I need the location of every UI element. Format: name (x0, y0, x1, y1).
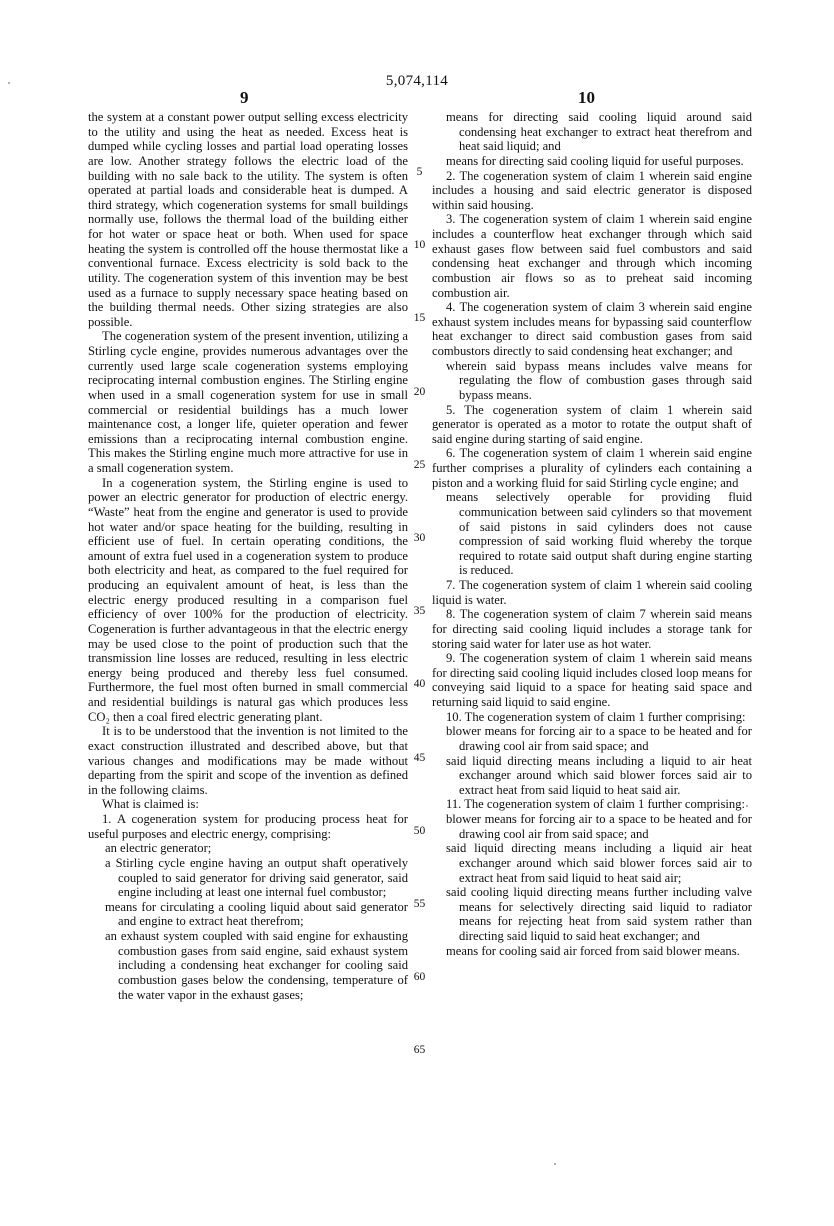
paragraph: means for directing said cooling liquid for useful purposes. (446, 153, 744, 168)
paragraph: means selectively operable for providing fluid communication between said cylinders so that movement of said pistons in said cylinders does not cause compression of said working fluid whereby the torque required to rotate said output shaft during engine starting is reduced. (446, 490, 752, 578)
paragraph: an exhaust system coupled with said engine for exhausting combustion gases from said engine, said exhaust system including a condensing heat exchanger for cooling said combustion gases below the condensing, temperature of the water vapor in the exhaust gases; (105, 929, 408, 1002)
paragraph: 6. The cogeneration system of claim 1 wherein said engine further comprises a plurality of cylinders each containing a piston and a working fluid for said Stirling cycle engine; and (432, 446, 752, 490)
paragraph: 9. The cogeneration system of claim 1 wherein said means for directing said cooling liquid includes closed loop means for conveying said liquid to a space for heating said space and returning said liquid to said engine. (432, 651, 752, 709)
paragraph: means for circulating a cooling liquid about said generator and engine to extract heat therefrom; (105, 899, 408, 929)
paragraph: 8. The cogeneration system of claim 7 wherein said means for directing said cooling liquid includes a storage tank for storing said water for later use as hot water. (432, 607, 752, 651)
line-number: 35 (413, 605, 426, 618)
line-number: 40 (413, 678, 426, 691)
paragraph: means for cooling said air forced from said blower means. (446, 943, 740, 958)
paragraph: 11. The cogeneration system of claim 1 further comprising: (446, 797, 746, 812)
paragraph: means for directing said cooling liquid around said condensing heat exchanger to extract heat therefrom and heat said liquid; and (446, 110, 752, 154)
line-number: 45 (413, 751, 426, 764)
paragraph: In a cogeneration system, the Stirling engine is used to power an electric generator for production of electric energy. “Waste” heat from the engine and generator is used to provide hot water and/or space heating for the building, resulting in efficient use of fuel. In certain operating conditions, the amount of extra fuel used in a cogeneration system to produce both electricity and heat, as compared to the fuel required for producing an equivalent amount of heat, is less than the electric energy produced resulting in a comparison fuel efficiency of over 100% for the production of electricity. Cogeneration is further advantageous in that the electric energy may be used close to the point of production such that the transmission line losses are reduced, resulting in less electric energy being produced and thereby less fuel consumed. Furthermore, the fuel most often burned in small commercial and residential buildings is natural gas which produces less CO₂ then a coal fired electric generating plant. (88, 475, 408, 724)
line-number: 65 (413, 1044, 426, 1057)
line-number: 60 (413, 971, 426, 984)
paragraph: It is to be understood that the invention is not limited to the exact construction illustrated and described above, but that various changes and modifications may be made without departing from the spirit and scope of the invention as defined in the following claims. (88, 724, 408, 797)
paragraph: 7. The cogeneration system of claim 1 wherein said cooling liquid is water. (432, 578, 752, 607)
line-number: 50 (413, 824, 426, 837)
left-page-number: 9 (240, 88, 249, 107)
paragraph: 5. The cogeneration system of claim 1 wherein said generator is operated as a motor to rotate the output shaft of said engine during starting of said engine. (432, 402, 752, 446)
paragraph: blower means for forcing air to a space to be heated and for drawing cool air from said space; and (446, 724, 752, 753)
line-number: 25 (413, 458, 426, 471)
paragraph: The cogeneration system of the present invention, utilizing a Stirling cycle engine, provides numerous advantages over the currently used large scale cogeneration systems employing reciprocating internal combustion engines. The Stirling engine when used in a small cogeneration system for use in small commercial or residential buildings has a much lower maintenance cost, a longer life, quieter operation and fewer emissions than a reciprocating internal combustion engine. This makes the Stirling engine much more attractive for use in a small cogeneration system. (88, 329, 408, 475)
paragraph: a Stirling cycle engine having an output shaft operatively coupled to said generator for driving said generator, said engine including at least one internal fuel combustor; (105, 855, 408, 900)
paragraph: 2. The cogeneration system of claim 1 wherein said engine includes a housing and said electric generator is disposed within said housing. (432, 168, 752, 212)
patent-number: 5,074,114 (385, 73, 449, 89)
paragraph: said cooling liquid directing means further including valve means for selectively directing said liquid to radiator means for rejecting heat from said system rather than directing said liquid to said heat exchanger; and (446, 885, 752, 943)
paragraph: 1. A cogeneration system for producing process heat for useful purposes and electric energy, comprising: (88, 812, 408, 841)
scan-speck (554, 1163, 556, 1165)
paragraph: What is claimed is: (102, 797, 199, 812)
paragraph: the system at a constant power output selling excess electricity to the utility and using the heat as needed. Excess heat is dumped while cycling losses and partial load operating losses are low. Another strategy follows the electric load of the building with no sale back to the utility. The system is often operated at partial loads and considerable heat is dumped. A third strategy, which cogeneration systems for small buildings normally use, follows the thermal load of the building either for hot water or space heat or both. When used for space heating the system is controlled off the house thermostat like a conventional furnace. Excess electricity is sold back to the utility. The cogeneration system of this invention may be best used as a furnace to supply necessary space heating based on the building thermal needs. Other sizing strategies are also possible. (88, 110, 408, 329)
paragraph: 10. The cogeneration system of claim 1 further comprising: (446, 709, 746, 724)
line-number: 5 (416, 166, 423, 178)
line-number: 55 (413, 898, 426, 910)
left-text-column (88, 110, 408, 1002)
line-number: 10 (413, 239, 426, 252)
paragraph: wherein said bypass means includes valve means for regulating the flow of combustion gases through said bypass means. (446, 358, 752, 402)
scan-speck (8, 82, 10, 84)
scan-speck (746, 805, 748, 807)
paragraph: said liquid directing means including a liquid to air heat exchanger around which said blower forces said air to extract heat from said liquid to heat said air. (446, 753, 752, 797)
line-number: 15 (413, 312, 426, 325)
paragraph: an electric generator; (105, 841, 212, 856)
line-number: 20 (413, 385, 426, 398)
right-text-column (432, 110, 752, 958)
right-page-number: 10 (578, 88, 595, 107)
line-number: 30 (413, 532, 426, 544)
paragraph: blower means for forcing air to a space to be heated and for drawing cool air from said space; and (446, 812, 752, 841)
paragraph: said liquid directing means including a liquid air heat exchanger around which said blower forces said air to extract heat from said liquid to heat said air; (446, 841, 752, 885)
paragraph: 4. The cogeneration system of claim 3 wherein said engine exhaust system includes means for bypassing said counterflow heat exchanger to direct said combustion gases from said combustors directly to said condensing heat exchanger; and (432, 300, 752, 358)
paragraph: 3. The cogeneration system of claim 1 wherein said engine includes a counterflow heat exchanger through which said exhaust gases flow between said fuel combustors and said condensing heat exchanger and through which incoming combustion air flows so as to preheat said incoming combustion air. (432, 212, 752, 300)
